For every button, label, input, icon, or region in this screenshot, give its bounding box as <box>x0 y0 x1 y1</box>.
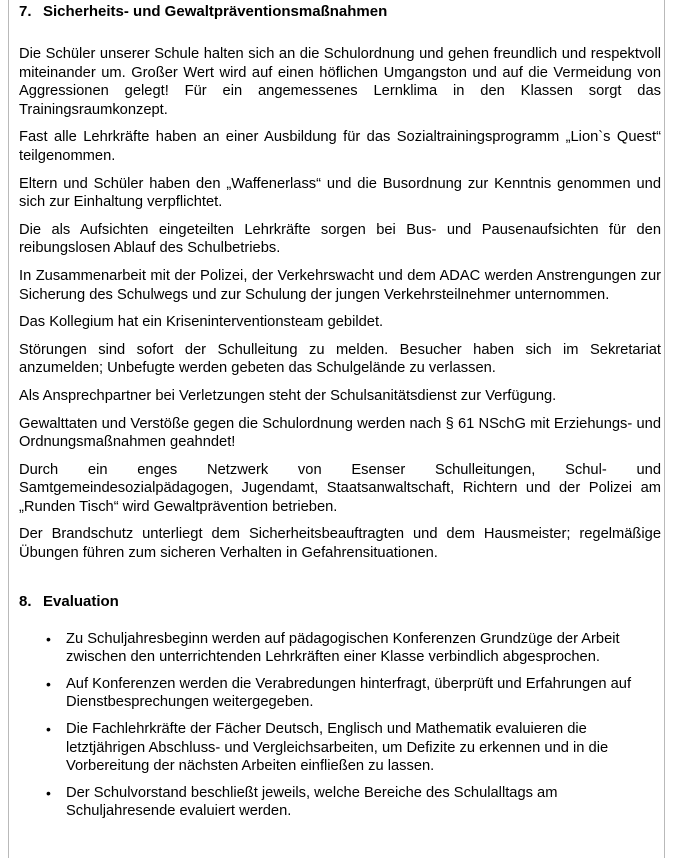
section-7-title: Sicherheits- und Gewaltpräventionsmaßnahmen <box>43 3 388 20</box>
evaluation-list <box>19 630 661 821</box>
paragraph: Als Ansprechpartner bei Verletzungen steht der Schulsanitätsdienst zur Verfügung. <box>19 387 557 404</box>
list-item-text: Die Fachlehrkräfte der Fächer Deutsch, Englisch und Mathematik evaluieren die letztjährigen Abschluss- und Vergleichsarbeiten, um Defizite zu erkennen und in die Vorbereitung der nächsten Arbeiten einfließen zu lassen. <box>66 721 609 775</box>
list-item <box>19 675 661 712</box>
paragraph: Das Kollegium hat ein Kriseninterventionsteam gebildet. <box>19 314 384 331</box>
list-item <box>19 784 661 821</box>
section-7-heading <box>19 0 661 22</box>
left-margin-rule <box>8 0 9 858</box>
list-item-text: Der Schulvorstand beschließt jeweils, welche Bereiche des Schulalltags am Schuljahresende evaluiert werden. <box>66 784 558 820</box>
section-8-number: 8. <box>19 592 32 610</box>
list-item-text: Zu Schuljahresbeginn werden auf pädagogischen Konferenzen Grundzüge der Arbeit zwischen den unterrichtenden Lehrkräften einer Klasse verbindlich abgesprochen. <box>66 630 620 666</box>
section-8-title: Evaluation <box>43 592 119 610</box>
paragraph: Eltern und Schüler haben den „Waffenerlass“ und die Busordnung zur Kenntnis genommen und sich zur Einhaltung verpflichtet. <box>19 175 661 211</box>
bullet-icon: • <box>46 630 51 647</box>
paragraph: Die Schüler unserer Schule halten sich an die Schulordnung und gehen freundlich und respektvoll miteinander um. Großer Wert wird auf einen höflichen Umgangston und auf die Vermeidung von Aggressionen gelegt! Für ein angemessenes Lernklima in den Klassen sorgt das Trainingsraumkonzept. <box>19 46 661 118</box>
bullet-icon: • <box>46 721 51 738</box>
paragraph: Gewalttaten und Verstöße gegen die Schulordnung werden nach § 61 NSchG mit Erziehungs- und Ordnungsmaßnahmen geahndet! <box>19 415 661 451</box>
section-7-number: 7. <box>19 3 32 20</box>
list-item <box>19 720 661 776</box>
paragraph: Störungen sind sofort der Schulleitung zu melden. Besucher haben sich im Sekretariat anzumelden; Unbefugte werden gebeten das Schulgelände zu verlassen. <box>19 341 661 377</box>
list-item-text: Auf Konferenzen werden die Verabredungen hinterfragt, überprüft und Erfahrungen auf Dienstbesprechungen weitergegeben. <box>66 675 632 711</box>
section-8-heading <box>19 592 661 612</box>
right-margin-rule <box>664 0 665 858</box>
bullet-icon: • <box>46 784 51 801</box>
document-content <box>19 0 661 829</box>
list-item <box>19 630 661 667</box>
bullet-icon: • <box>46 675 51 692</box>
paragraph: Die als Aufsichten eingeteilten Lehrkräfte sorgen bei Bus- und Pausenaufsichten für den reibungslosen Ablauf des Schulbetriebs. <box>19 221 661 257</box>
paragraph: In Zusammenarbeit mit der Polizei, der Verkehrswacht und dem ADAC werden Anstrengungen zur Sicherung des Schulwegs und zur Schulung der jungen Verkehrsteilnehmer unternommen. <box>19 267 661 303</box>
paragraph: Durch ein enges Netzwerk von Esenser Schulleitungen, Schul- und Samtgemeindesozialpädagogen, Jugendamt, Staatsanwaltschaft, Richtern und der Polizei am „Runden Tisch“ wird Gewaltprävention betrieben. <box>19 461 661 515</box>
paragraph: Der Brandschutz unterliegt dem Sicherheitsbeauftragten und dem Hausmeister; regelmäßige Übungen führen zum sicheren Verhalten in Gefahrensituationen. <box>19 526 661 562</box>
paragraph: Fast alle Lehrkräfte haben an einer Ausbildung für das Sozialtrainingsprogramm „Lion`s Quest“ teilgenommen. <box>19 129 661 164</box>
